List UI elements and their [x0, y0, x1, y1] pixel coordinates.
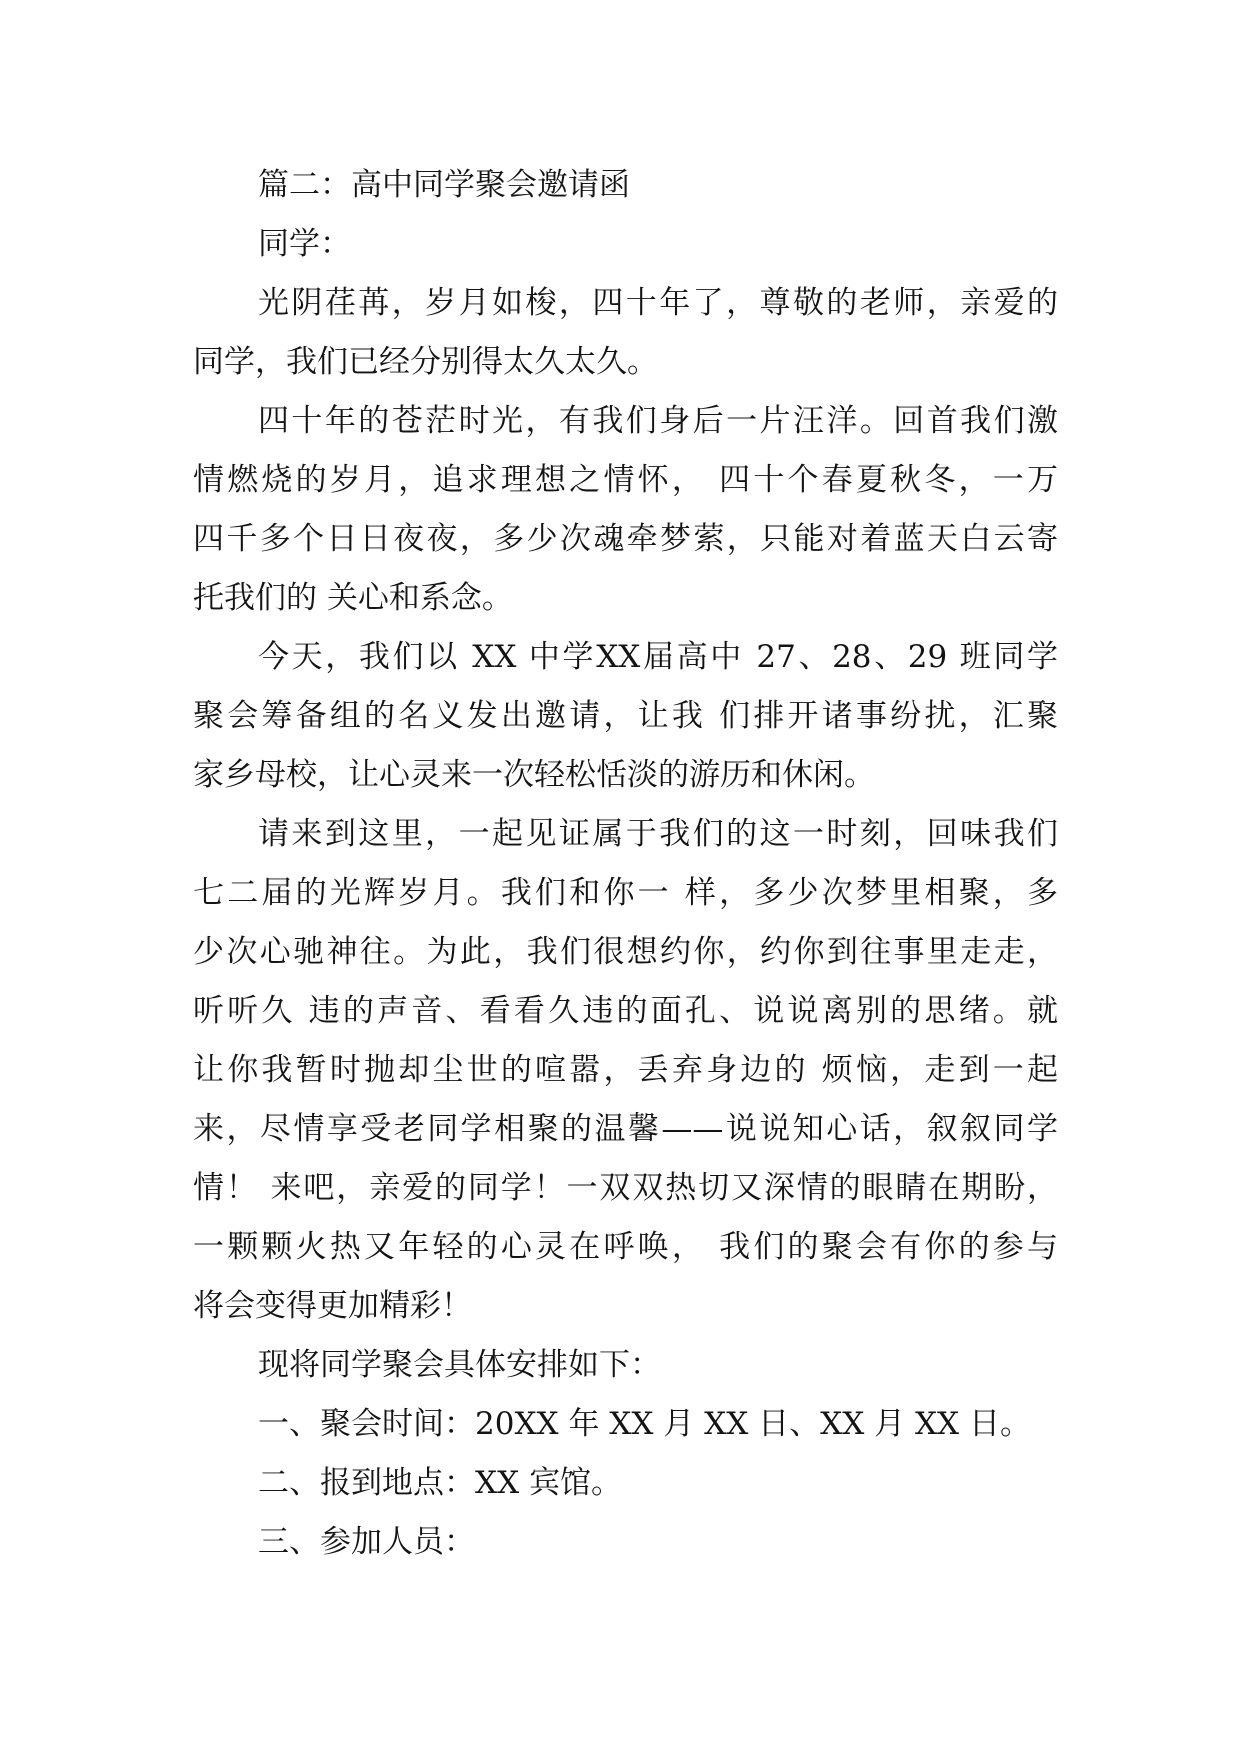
paragraph-line: 请来到这里，一起见证属于我们的这一时刻，回味我们 — [258, 816, 1058, 852]
paragraph-line: 让你我暂时抛却尘世的喧嚣，丢弃身边的 烦恼，走到一起 — [193, 1052, 1058, 1088]
paragraph-line: 家乡母校，让心灵来一次轻松恬淡的游历和休闲。 — [193, 757, 875, 793]
arrangement-item-participants: 三、参加人员： — [258, 1524, 475, 1560]
paragraph-1 — [193, 274, 1058, 392]
arrangement-list — [193, 1395, 1058, 1572]
paragraph-2 — [193, 392, 1058, 628]
paragraph-line: 来，尽情享受老同学相聚的温馨——说说知心话，叙叙同学 — [193, 1111, 1058, 1147]
document-body — [193, 156, 1058, 1572]
paragraph-line: 托我们的 关心和系念。 — [193, 580, 513, 616]
paragraph-4 — [193, 805, 1058, 1336]
arrangement-intro: 现将同学聚会具体安排如下： — [258, 1347, 661, 1383]
paragraph-line: 情燃烧的岁月，追求理想之情怀， 四十个春夏秋冬，一万 — [193, 462, 1058, 498]
arrangement-item-location: 二、报到地点：XX 宾馆。 — [258, 1465, 622, 1501]
paragraph-line: 四十年的苍茫时光，有我们身后一片汪洋。回首我们激 — [258, 403, 1058, 439]
paragraph-line: 今天，我们以 XX 中学XX届高中 27、28、29 班同学 — [258, 639, 1058, 675]
paragraph-line: 光阴荏苒，岁月如梭，四十年了，尊敬的老师，亲爱的 — [258, 285, 1058, 321]
paragraph-3 — [193, 628, 1058, 805]
document-heading: 篇二：高中同学聚会邀请函 — [258, 167, 630, 203]
paragraph-line: 四千多个日日夜夜，多少次魂牵梦萦，只能对着蓝天白云寄 — [193, 521, 1058, 557]
paragraph-line: 少次心驰神往。为此，我们很想约你，约你到往事里走走， — [193, 934, 1058, 970]
paragraph-line: 七二届的光辉岁月。我们和你一 样，多少次梦里相聚，多 — [193, 875, 1058, 911]
arrangement-item-time: 一、聚会时间：20XX 年 XX 月 XX 日、XX 月 XX 日。 — [258, 1406, 1031, 1442]
paragraph-line: 听听久 违的声音、看看久违的面孔、说说离别的思绪。就 — [193, 993, 1058, 1029]
salutation: 同学： — [258, 226, 351, 262]
paragraph-line: 一颗颗火热又年轻的心灵在呼唤， 我们的聚会有你的参与 — [193, 1229, 1058, 1265]
paragraph-line: 聚会筹备组的名义发出邀请，让我 们排开诸事纷扰，汇聚 — [193, 698, 1058, 734]
paragraph-line: 将会变得更加精彩！ — [193, 1288, 472, 1324]
paragraph-line: 同学，我们已经分别得太久太久。 — [193, 344, 658, 380]
paragraph-line: 情！ 来吧，亲爱的同学！一双双热切又深情的眼睛在期盼， — [193, 1170, 1058, 1206]
